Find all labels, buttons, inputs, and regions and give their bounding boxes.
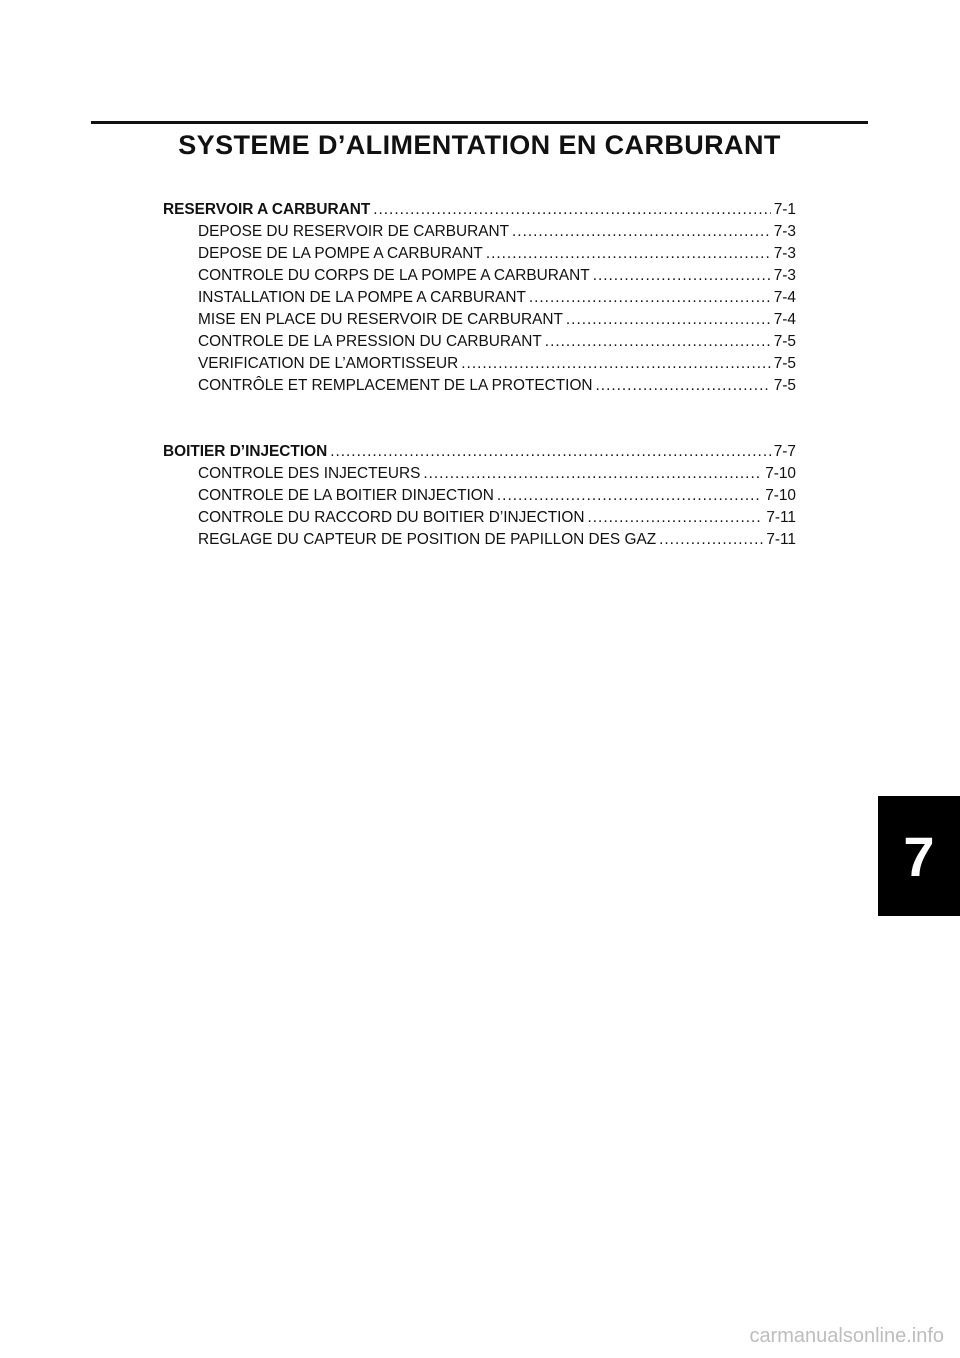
toc-page-number: 7-5 bbox=[773, 333, 796, 350]
toc-page-number: 7-11 bbox=[766, 531, 796, 548]
watermark: carmanualsonline.info bbox=[749, 1325, 944, 1347]
toc-entry-label: CONTRÔLE ET REMPLACEMENT DE LA PROTECTION bbox=[198, 377, 593, 394]
top-rule bbox=[91, 121, 868, 124]
toc-page-number: 7-10 bbox=[765, 465, 796, 482]
toc-section-injection bbox=[163, 441, 796, 551]
toc-heading-reservoir[interactable] bbox=[163, 199, 796, 221]
toc-entry[interactable] bbox=[163, 529, 796, 551]
dot-leader bbox=[423, 463, 762, 485]
toc-heading-injection[interactable] bbox=[163, 441, 796, 463]
toc-page-number: 7-4 bbox=[773, 311, 796, 328]
toc-entry-label: CONTROLE DU CORPS DE LA POMPE A CARBURANT bbox=[198, 267, 590, 284]
dot-leader bbox=[497, 485, 762, 507]
toc-page-number: 7-3 bbox=[773, 267, 796, 284]
toc-page-number: 7-5 bbox=[773, 377, 796, 394]
toc-entry-label: DEPOSE DE LA POMPE A CARBURANT bbox=[198, 245, 483, 262]
dot-leader bbox=[486, 243, 771, 265]
toc-entry[interactable] bbox=[163, 221, 796, 243]
toc-entry[interactable] bbox=[163, 331, 796, 353]
toc-page-number: 7-11 bbox=[766, 509, 796, 526]
dot-leader bbox=[330, 441, 771, 463]
dot-leader bbox=[545, 331, 771, 353]
toc-entry[interactable] bbox=[163, 309, 796, 331]
toc-page-number: 7-3 bbox=[773, 223, 796, 240]
toc-entry-label: CONTROLE DU RACCORD DU BOITIER D’INJECTION bbox=[198, 509, 585, 526]
dot-leader bbox=[596, 375, 771, 397]
toc-entry[interactable] bbox=[163, 375, 796, 397]
table-of-contents bbox=[163, 199, 796, 595]
toc-entry-label: CONTROLE DES INJECTEURS bbox=[198, 465, 421, 482]
toc-page-number: 7-1 bbox=[773, 201, 796, 218]
toc-entry-label: CONTROLE DE LA PRESSION DU CARBURANT bbox=[198, 333, 542, 350]
toc-page-number: 7-5 bbox=[773, 355, 796, 372]
toc-entry[interactable] bbox=[163, 485, 796, 507]
dot-leader bbox=[588, 507, 764, 529]
dot-leader bbox=[373, 199, 771, 221]
dot-leader bbox=[593, 265, 771, 287]
toc-entry[interactable] bbox=[163, 507, 796, 529]
dot-leader bbox=[512, 221, 771, 243]
toc-entry[interactable] bbox=[163, 353, 796, 375]
toc-entry-label: MISE EN PLACE DU RESERVOIR DE CARBURANT bbox=[198, 311, 563, 328]
toc-page-number: 7-10 bbox=[765, 487, 796, 504]
toc-entry[interactable] bbox=[163, 243, 796, 265]
toc-entry-label: INSTALLATION DE LA POMPE A CARBURANT bbox=[198, 289, 526, 306]
toc-heading-label: RESERVOIR A CARBURANT bbox=[163, 201, 371, 218]
dot-leader bbox=[461, 353, 770, 375]
toc-page-number: 7-7 bbox=[773, 443, 796, 460]
chapter-tab: 7 bbox=[878, 796, 960, 916]
toc-section-reservoir bbox=[163, 199, 796, 397]
toc-entry[interactable] bbox=[163, 287, 796, 309]
dot-leader bbox=[659, 529, 763, 551]
toc-heading-label: BOITIER D’INJECTION bbox=[163, 443, 328, 460]
dot-leader bbox=[529, 287, 771, 309]
toc-entry-label: CONTROLE DE LA BOITIER DINJECTION bbox=[198, 487, 494, 504]
toc-entry-label: DEPOSE DU RESERVOIR DE CARBURANT bbox=[198, 223, 510, 240]
toc-entry[interactable] bbox=[163, 463, 796, 485]
toc-entry-label: VERIFICATION DE L’AMORTISSEUR bbox=[198, 355, 459, 372]
toc-page-number: 7-4 bbox=[773, 289, 796, 306]
toc-page-number: 7-3 bbox=[773, 245, 796, 262]
dot-leader bbox=[566, 309, 771, 331]
toc-entry[interactable] bbox=[163, 265, 796, 287]
toc-entry-label: REGLAGE DU CAPTEUR DE POSITION DE PAPILLON DES GAZ bbox=[198, 531, 657, 548]
page-title: SYSTEME D’ALIMENTATION EN CARBURANT bbox=[178, 130, 781, 160]
